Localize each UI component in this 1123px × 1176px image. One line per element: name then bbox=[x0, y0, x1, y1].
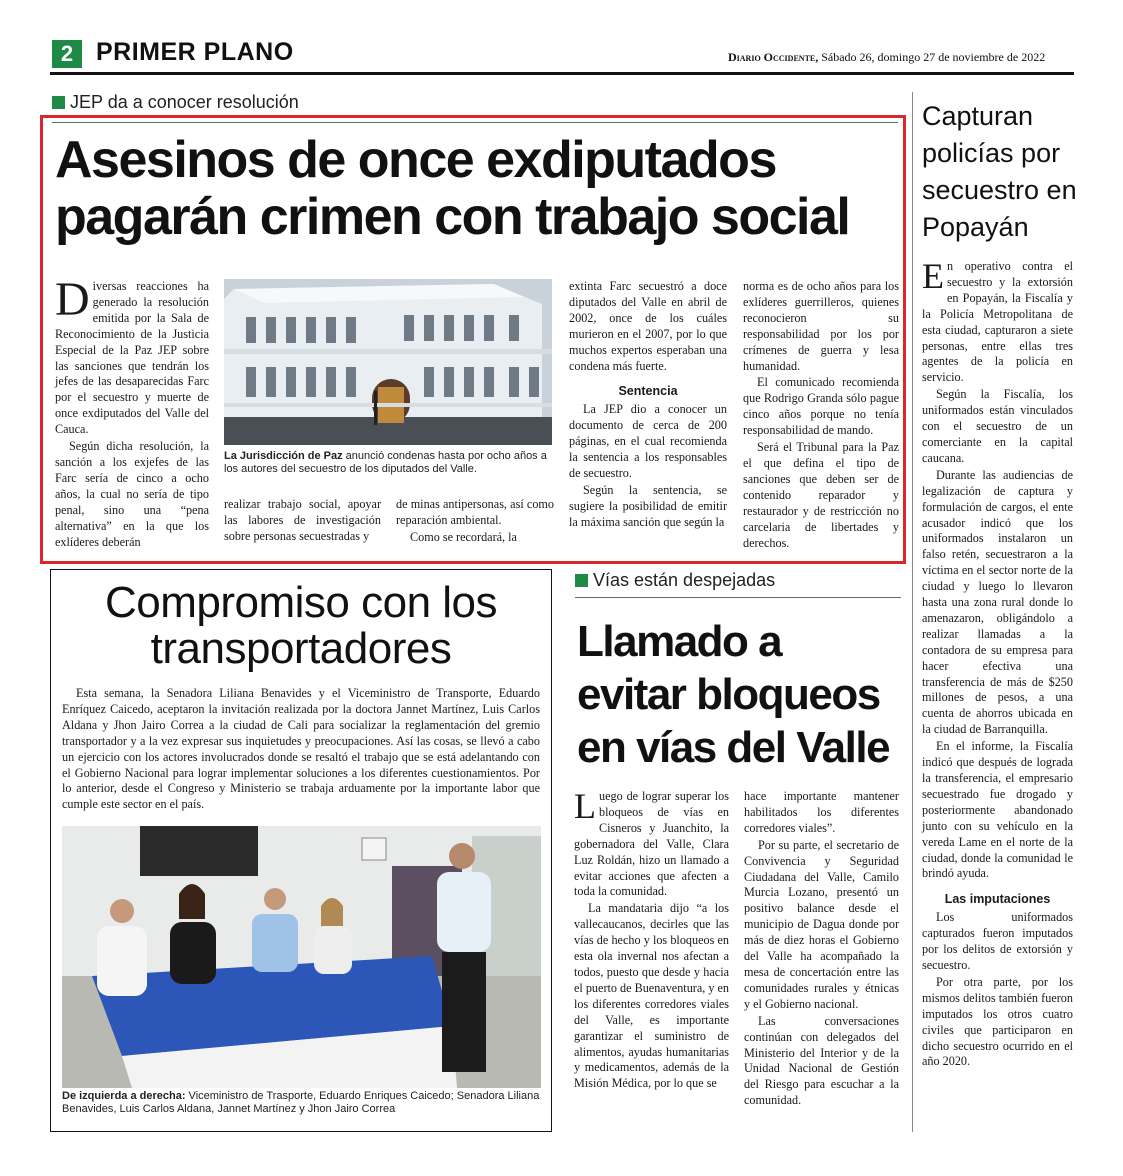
paragraph: La mandataria dijo “a los vallecaucanos, decirles que las vías de hecho y los bloqueos en esta ola invernal nos afectan a todos, puesto que desde y hacia el puerto de Buenaventura, y en los diferentes corredores viales del Valle, es importante garantizar el suministro de alimentos, ayudas humanitarias y medicamentos, además de la Misión Médica, por lo que se bbox=[574, 901, 729, 1091]
article1-column-5 bbox=[743, 279, 899, 552]
paper-dateline bbox=[728, 50, 1045, 65]
page-number: 2 bbox=[52, 40, 82, 68]
paragraph: Durante las audiencias de legalización de captura y formulación de cargos, el ente acusador indicó que los uniformados instalaron un falso retén, secuestraron a la víctima en el sector norte de la ciudad y luego lo llevaron hasta una zona rural donde lo amenazaron, obligándolo a realizar llamadas a la contadora de su empresa para hacer efectiva una transferencia de más de $250 millones de pesos, a una cuenta de ahorros ubicada en la ciudad de Barranquilla. bbox=[922, 467, 1073, 737]
paragraph: Según la Fiscalía, los uniformados están vinculados con el secuestro de un comerciante en la capital caucana. bbox=[922, 387, 1073, 465]
drop-cap: E bbox=[922, 256, 944, 296]
article2-body bbox=[62, 686, 540, 814]
article1-column-1 bbox=[55, 273, 209, 551]
kicker-square-icon bbox=[52, 96, 65, 109]
article3-headline: Llamado a evitar bloqueos en vías del Valle bbox=[577, 617, 890, 772]
photo1-caption bbox=[224, 450, 554, 476]
paragraph: Según la sentencia, se sugiere la posibilidad de emitir la máxima sanción que según la bbox=[569, 482, 727, 529]
drop-cap: L bbox=[574, 786, 596, 826]
header-rule bbox=[50, 72, 1074, 75]
caption-lead: De izquierda a derecha: bbox=[62, 1090, 186, 1102]
meeting-photo bbox=[62, 826, 541, 1088]
paragraph: uego de lograr superar los bloqueos de vías en Cisneros y Juanchito, la gobernadora del Valle, Clara Luz Roldán, hizo un llamado a evitar acciones que afecten a toda la comunidad. bbox=[574, 789, 729, 899]
caption-text: Viceministro de Trasporte, Eduardo Enriques Caicedo; Senadora Liliana Benavides, Luis Carlos Aldana, Jannet Martínez y Jhon Jairo Correa bbox=[62, 1090, 540, 1115]
article3-column-1 bbox=[574, 786, 729, 1093]
article2-headline: Compromiso con los transportadores bbox=[104, 578, 498, 673]
article1-kicker-text: JEP da a conocer resolución bbox=[70, 92, 299, 112]
paragraph: n operativo contra el secuestro y la extorsión en Popayán, la Fiscalía y la Policía Metropolitana de esta ciudad, capturaron a siete personas, entre ellas tres agentes de la policía en servicio. bbox=[922, 259, 1073, 385]
article4-body bbox=[922, 256, 1073, 1071]
article1-column-2 bbox=[224, 497, 381, 546]
article4-headline: Capturan policías por secuestro en Popayán bbox=[922, 101, 1077, 242]
paragraph: Por su parte, el secretario de Convivencia y Seguridad Ciudadana del Valle, Camilo Murcia Lozano, presentó un positivo balance desde el municipio de Dagua donde por más de diez horas el Gobierno del Valle ha acompañado la mesa de concertación entre las comunidades rurales y étnicas y el Gobierno nacional. bbox=[744, 837, 899, 1011]
kicker-square-icon bbox=[575, 574, 588, 587]
paragraph: Las conversaciones continúan con delegados del Ministerio del Interior y de la Unidad Nacional de Gestión del Riesgo para escuchar a la comunidad. bbox=[744, 1013, 899, 1108]
paragraph: El comunicado recomienda que Rodrigo Granda sólo pague cinco años porque no tenía responsabilidad de mando. bbox=[743, 375, 899, 438]
article1-column-3 bbox=[396, 497, 554, 547]
paper-name: Diario Occidente, bbox=[728, 50, 819, 64]
article3-column-2 bbox=[744, 789, 899, 1110]
article3-kicker bbox=[575, 570, 775, 591]
paragraph: Los uniformados capturados fueron imputados por los delitos de extorsión y secuestro. bbox=[922, 910, 1073, 972]
paragraph: de minas antipersonas, así como reparación ambiental. bbox=[396, 497, 554, 527]
issue-date: Sábado 26, domingo 27 de noviembre de 2022 bbox=[821, 50, 1046, 64]
kicker-rule bbox=[575, 597, 901, 598]
subheading-sentencia: Sentencia bbox=[618, 384, 678, 399]
paragraph: Como se recordará, la bbox=[410, 529, 517, 544]
drop-cap: D bbox=[55, 273, 90, 326]
paragraph: norma es de ocho años para los exlíderes guerrilleros, quienes reconocieron su responsabilidad por los por crímenes de guerra y lesa humanidad. bbox=[743, 279, 899, 373]
subheading-imputaciones: Las imputaciones bbox=[944, 892, 1051, 907]
article1-column-4 bbox=[569, 279, 727, 532]
paragraph: Por otra parte, por los mismos delitos también fueron imputados los otros cuatro civiles que participaron en dicho secuestro ocurrido en el año 2020. bbox=[922, 974, 1073, 1069]
paragraph: iversas reacciones ha generado la resolución emitida por la Sala de Reconocimiento de la Justicia Especial de la Paz JEP sobre las sanciones que tendrán los jefes de las desaparecidas Farc por el secuestro y muerte de once exdiputados del Valle del Cauca. bbox=[55, 279, 209, 437]
column-divider bbox=[912, 92, 913, 1132]
article1-headline: Asesinos de once exdiputados pagarán crimen con trabajo social bbox=[55, 131, 850, 246]
jep-building-photo bbox=[224, 279, 552, 445]
paragraph: Será el Tribunal para la Paz el que defina el tipo de sanciones que deben ser de contenido reparador y restaurador y de restricción no carcelaria de libertades y derechos. bbox=[743, 440, 899, 550]
paragraph: realizar trabajo social, apoyar las labores de investigación sobre personas secuestradas y bbox=[224, 497, 381, 543]
paragraph: La JEP dio a conocer un documento de cerca de 200 páginas, en el cual recomienda la sentencia a los responsables de secuestro. bbox=[569, 402, 727, 480]
paragraph: En el informe, la Fiscalía indicó que después de lograda la transferencia, el empresario secuestrado fue drogado y posteriormente abandonado junto con su vehículo en la vereda Lame en el norte de la ciudad, donde la comunidad le brindó ayuda. bbox=[922, 739, 1073, 881]
photo2-caption bbox=[62, 1090, 544, 1116]
paragraph: Esta semana, la Senadora Liliana Benavides y el Viceministro de Transporte, Eduardo Enríquez Caicedo, aceptaron la invitación realizada por la doctora Jannet Martínez, Luis Carlos Aldana y Jhon Jairo Correa a la ciudad de Cali para socializar la reglamentación del gremio transportador y a la vez expresar sus inquietudes y preocupaciones. Así las cosas, se llevó a cabo un ejercicio con los actores involucrados donde se resaltó el trabajo que se está adelantando con el Gobierno Nacional para lograr implementar soluciones a los diferentes cuestionamientos. Por lo anterior, desde el Congreso y Ministerio se trabaja arduamente por la importante labor que cumple este sector en el país. bbox=[62, 686, 540, 812]
paragraph: Según dicha resolución, la sanción a los exjefes de las Farc sería de cinco a ocho años, la cual no sería de tipo penal, sino una “pena alternativa” en la que los exlíderes deberán bbox=[55, 439, 209, 549]
paragraph: hace importante mantener habilitados los diferentes corredores viales”. bbox=[744, 789, 899, 835]
article1-kicker bbox=[52, 92, 299, 113]
caption-lead: La Jurisdicción de Paz bbox=[224, 450, 343, 462]
caption-text: anunció condenas hasta por ocho años a los autores del secuestro de los diputados del Valle. bbox=[224, 450, 547, 475]
article3-kicker-text: Vías están despejadas bbox=[593, 570, 776, 590]
section-title: PRIMER PLANO bbox=[96, 38, 294, 66]
paragraph: extinta Farc secuestró a doce diputados del Valle en abril de 2002, once de los cuáles murieron en el 2007, por lo que muchos expertos esperaban una condena más fuerte. bbox=[569, 279, 727, 373]
